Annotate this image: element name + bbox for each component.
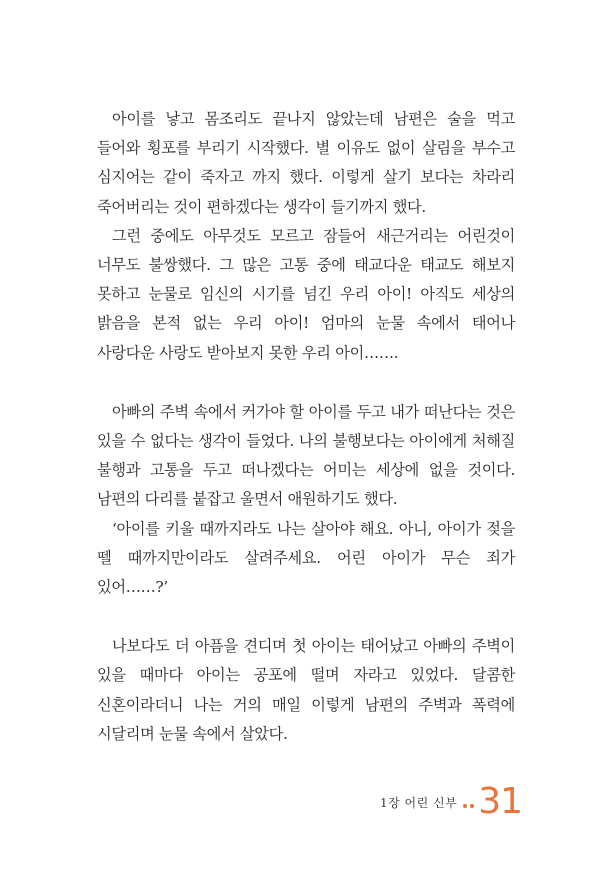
section-gap xyxy=(97,368,515,398)
paragraph-5: 나보다도 더 아픔을 견디며 첫 아이는 태어났고 아빠의 주벽이 있을 때마다 아이는 공포에 떨며 자라고 있었다. 달콤한 신혼이라더니 나는 거의 매일 이렇게 남편의 주벽과 폭력에 시달리며 눈물 속에서 살았다. xyxy=(97,637,515,743)
chapter-title: 1장 어린 신부 xyxy=(379,796,458,810)
dot-icon xyxy=(463,804,467,808)
paragraph-1: 아이를 낳고 몸조리도 끝나지 않았는데 남편은 술을 먹고 들어와 횡포를 부리기 시작했다. 별 이유도 없이 살림을 부수고 심지어는 같이 죽자고 까지 했다. 이렇게 살기 보다는 차라리 죽어버리는 것이 편하겠다는 생각이 들기까지 했다. xyxy=(97,110,515,216)
page-footer xyxy=(379,781,522,822)
body-text xyxy=(97,105,515,749)
paragraph-3: 아빠의 주벽 속에서 커가야 할 아이를 두고 내가 떠난다는 것은 있을 수 없다는 생각이 들었다. 나의 불행보다는 아이에게 처해질 불행과 고통을 두고 떠나겠다는 어미는 세상에 없을 것이다. 남편의 다리를 붙잡고 울면서 애원하기도 했다. xyxy=(97,402,515,509)
paragraph-2: 그런 중에도 아무것도 모르고 잠들어 새근거리는 어린것이 너무도 불쌍했다. 그 많은 고통 중에 태교다운 태교도 해보지 못하고 눈물로 임신의 시기를 넘긴 우리 아이! 아직도 세상의 밝음을 본적 없는 우리 아이! 엄마의 눈물 속에서 태어나 사랑다운 사랑도 받아보지 못한 우리 아이……. xyxy=(97,226,515,362)
page-number: 31 xyxy=(478,781,522,822)
section-gap xyxy=(97,602,515,632)
dot-icon xyxy=(470,804,474,808)
paragraph-4: ‘아이를 키울 때까지라도 나는 살아야 해요. 아니, 아이가 젖을 뗄 때까지만이라도 살려주세요. 어린 아이가 무슨 죄가 있어……?’ xyxy=(97,519,515,597)
dots-ornament-icon xyxy=(463,804,474,808)
